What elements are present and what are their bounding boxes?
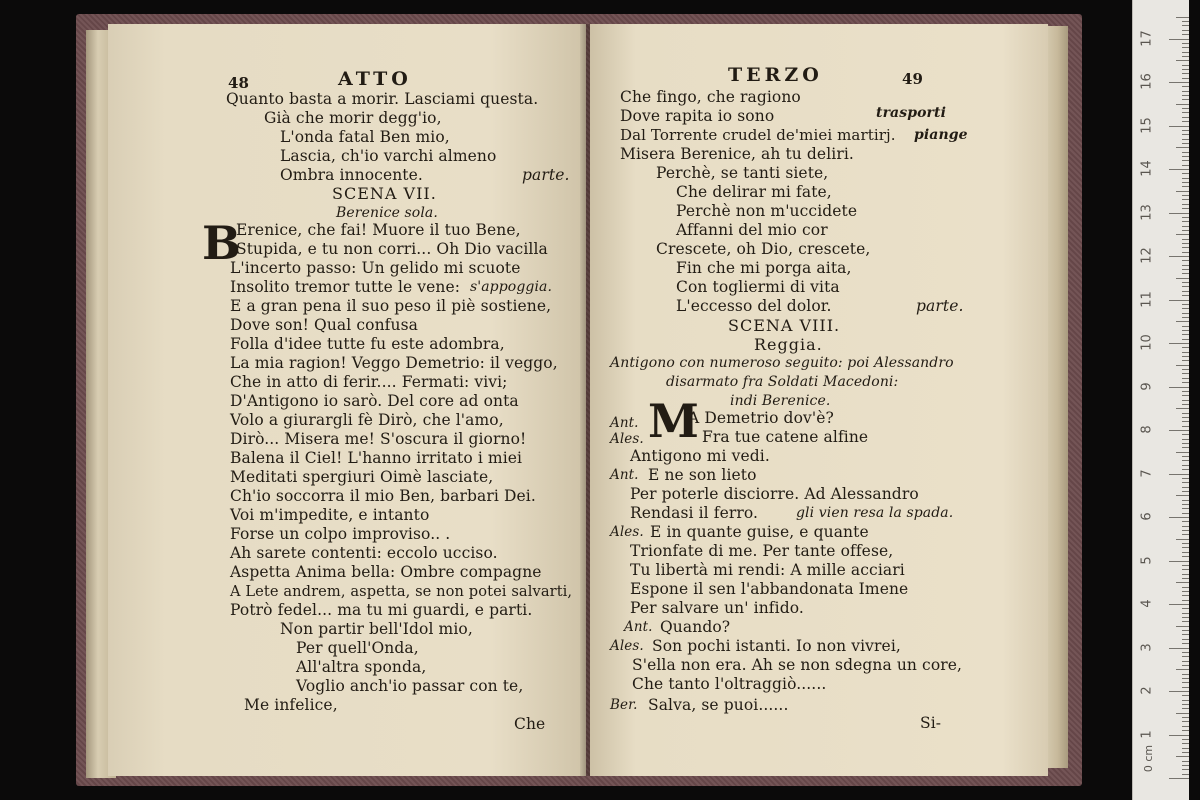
ruler-tick [1182,769,1189,770]
ruler-tick [1169,169,1189,170]
text-line: S'ella non era. Ah se non sdegna un core, [632,656,963,674]
ruler-tick [1182,217,1189,218]
text-line: Per quell'Onda, [296,639,419,657]
ruler-tick [1176,713,1189,714]
ruler-tick [1182,726,1189,727]
ruler-tick [1182,226,1189,227]
ruler-tick [1182,369,1189,370]
ruler-tick [1182,513,1189,514]
ruler-tick [1182,108,1189,109]
ruler-tick [1182,752,1189,753]
catchword: Si- [920,714,942,732]
text-line: Fra tue catene alfine [702,428,869,446]
ruler-label: 7 [1139,468,1155,478]
ruler-tick [1182,661,1189,662]
text-line: Tu libertà mi rendi: A mille acciari [630,561,905,579]
ruler-tick [1182,47,1189,48]
page-number: 49 [902,70,924,88]
ruler-tick [1182,34,1189,35]
ruler-tick [1182,656,1189,657]
text-line: Per salvare un' infido. [630,599,804,617]
text-line: Dirò... Misera me! S'oscura il giorno! [230,430,527,448]
ruler-tick [1182,426,1189,427]
ruler-label: 10 [1139,334,1155,351]
ruler-tick [1182,695,1189,696]
ruler-tick [1182,630,1189,631]
ruler-tick [1182,182,1189,183]
ruler-label: 15 [1139,116,1155,134]
ruler-label: 5 [1139,555,1155,565]
ruler-tick [1182,413,1189,414]
text-line: Dove son! Qual confusa [230,316,418,334]
ruler-tick [1182,52,1189,53]
ruler-tick [1176,365,1189,366]
ruler-tick [1182,717,1189,718]
stage-direction: piange [914,127,968,143]
ruler-tick [1182,165,1189,166]
ruler-tick [1182,665,1189,666]
stage-direction: indi Berenice. [730,393,831,409]
text-line: Che fingo, che ragiono [620,88,801,106]
ruler-tick [1169,256,1189,257]
ruler-tick [1182,286,1189,287]
ruler-tick [1182,73,1189,74]
ruler-tick [1182,65,1189,66]
running-head: ATTO [338,68,412,90]
ruler-tick [1169,474,1189,475]
running-head: TERZO [728,64,823,86]
text-line: All'altra sponda, [296,658,427,676]
text-line: Che in atto di ferir.... Fermati: vivi; [230,373,508,391]
text-line: Che delirar mi fate, [676,183,832,201]
ruler-label: 16 [1139,73,1155,90]
ruler-tick [1176,234,1189,235]
ruler-tick [1169,343,1189,344]
ruler-tick [1182,30,1189,31]
ruler-tick [1176,452,1189,453]
ruler-tick [1182,774,1189,775]
measurement-ruler [1132,0,1189,800]
text-line: Dove rapita io sono [620,107,775,125]
ruler-tick [1169,778,1189,779]
ruler-tick [1182,247,1189,248]
ruler-tick [1182,178,1189,179]
ruler-tick [1182,552,1189,553]
ruler-tick [1182,621,1189,622]
ruler-tick [1182,186,1189,187]
ruler-tick [1182,534,1189,535]
text-line: Fin che mi porga aita, [676,259,852,277]
right-page [590,24,1048,776]
scene-subheading: Reggia. [754,335,823,354]
ruler-tick [1182,743,1189,744]
stage-direction: s'appoggia. [470,279,553,295]
ruler-tick [1182,500,1189,501]
ruler-label: 14 [1139,160,1155,177]
ruler-tick [1182,761,1189,762]
ruler-tick [1182,700,1189,701]
ruler-tick [1182,339,1189,340]
ruler-tick [1182,195,1189,196]
ruler-tick [1182,326,1189,327]
catchword: Che [514,715,546,733]
ruler-tick [1182,556,1189,557]
ruler-tick [1176,278,1189,279]
ruler-tick [1182,282,1189,283]
speaker-label: Ales. [610,524,644,540]
ruler-tick [1182,447,1189,448]
ruler-tick [1182,404,1189,405]
ruler-tick [1182,252,1189,253]
ruler-tick [1176,104,1189,105]
text-line: E a gran pena il suo peso il piè sostiene, [230,297,552,315]
ruler-tick [1182,417,1189,418]
ruler-tick [1182,617,1189,618]
ruler-tick [1182,739,1189,740]
ruler-tick [1182,608,1189,609]
ruler-tick [1182,69,1189,70]
ruler-tick [1182,273,1189,274]
text-line: Insolito tremor tutte le vene: [230,278,461,296]
ruler-label: 1 [1139,729,1155,739]
ruler-tick [1182,139,1189,140]
scene-heading: SCENA VII. [332,184,437,203]
text-line: Voglio anch'io passar con te, [296,677,524,695]
ruler-tick [1182,99,1189,100]
ruler-label: 3 [1139,642,1155,652]
ruler-label: 13 [1139,203,1155,221]
ruler-tick [1169,126,1189,127]
ruler-tick [1176,408,1189,409]
ruler-tick [1182,469,1189,470]
ruler-tick [1169,561,1189,562]
text-line: Meditati spergiuri Oimè lasciate, [230,468,494,486]
text-line: Stupida, e tu non corri... Oh Dio vacilla [236,240,548,258]
text-line: Ch'io soccorra il mio Ben, barbari Dei. [230,487,536,505]
ruler-tick [1182,613,1189,614]
text-line: Balena il Ciel! L'hanno irritato i miei [230,449,523,467]
text-line: La mia ragion! Veggo Demetrio: il veggo, [230,354,558,372]
ruler-label: 17 [1139,29,1155,47]
ruler-tick [1182,356,1189,357]
ruler-tick [1182,21,1189,22]
ruler-tick [1182,674,1189,675]
ruler-tick [1182,265,1189,266]
ruler-tick [1176,147,1189,148]
ruler-tick [1182,56,1189,57]
ruler-tick [1176,756,1189,757]
text-line: Salva, se puoi...... [648,696,789,714]
text-line: Antigono mi vedi. [630,447,770,465]
ruler-tick [1169,430,1189,431]
ruler-tick [1182,160,1189,161]
ruler-tick [1182,521,1189,522]
ruler-tick [1182,639,1189,640]
text-line: Per poterle disciorre. Ad Alessandro [630,485,919,503]
stage-direction: parte. [916,297,964,315]
ruler-label: 9 [1139,381,1155,391]
ruler-tick [1182,456,1189,457]
ruler-tick [1182,443,1189,444]
ruler-tick [1182,304,1189,305]
ruler-tick [1182,134,1189,135]
ruler-tick [1182,543,1189,544]
text-line: Dal Torrente crudel de'miei martirj. [620,126,896,144]
ruler-unit-label: 0 cm [1142,744,1156,773]
ruler-tick [1176,60,1189,61]
ruler-tick [1169,387,1189,388]
ruler-tick [1182,547,1189,548]
ruler-tick [1182,86,1189,87]
text-line: Ah sarete contenti: eccolo ucciso. [230,544,498,562]
ruler-tick [1182,199,1189,200]
ruler-tick [1176,539,1189,540]
scene-subheading: Berenice sola. [336,205,438,221]
ruler-tick [1169,213,1189,214]
ruler-tick [1182,482,1189,483]
ruler-tick [1182,439,1189,440]
ruler-tick [1182,460,1189,461]
text-line: Misera Berenice, ah tu deliri. [620,145,854,163]
stage-direction: disarmato fra Soldati Macedoni: [666,374,899,390]
ruler-label: 2 [1139,686,1155,695]
speaker-label: Ant. [610,467,639,483]
text-line: Già che morir degg'io, [264,109,442,127]
ruler-tick [1169,604,1189,605]
ruler-tick [1182,421,1189,422]
ruler-tick [1182,347,1189,348]
text-line: Lascia, ch'io varchi almeno [280,147,497,165]
ruler-tick [1182,704,1189,705]
scene-heading: SCENA VIII. [728,316,841,335]
text-line: A Demetrio dov'è? [688,409,834,427]
text-line: Folla d'idee tutte fu este adombra, [230,335,505,353]
ruler-tick [1169,300,1189,301]
speaker-label: Ant. [610,415,639,431]
ruler-tick [1182,682,1189,683]
text-line: E in quante guise, e quante [650,523,869,541]
ruler-tick [1182,130,1189,131]
stage-direction: parte. [522,166,570,184]
speaker-label: Ant. [624,619,653,635]
ruler-tick [1182,317,1189,318]
ruler-tick [1182,391,1189,392]
text-line: Potrò fedel... ma tu mi guardi, e parti. [230,601,533,619]
ruler-tick [1182,600,1189,601]
text-line: Son pochi istanti. Io non vivrei, [652,637,901,655]
ruler-tick [1182,295,1189,296]
text-line: Quando? [660,618,731,636]
ruler-tick [1182,78,1189,79]
ruler-tick [1182,565,1189,566]
ruler-tick [1182,395,1189,396]
ruler-tick [1182,530,1189,531]
ruler-tick [1176,669,1189,670]
text-line: Aspetta Anima bella: Ombre compagne [230,563,542,581]
ruler-tick [1182,173,1189,174]
ruler-tick [1182,313,1189,314]
ruler-tick [1182,730,1189,731]
ruler-tick [1182,765,1189,766]
text-line: Espone il sen l'abbandonata Imene [630,580,909,598]
page-number: 48 [228,74,250,92]
ruler-tick [1182,230,1189,231]
ruler-tick [1182,643,1189,644]
ruler-tick [1182,434,1189,435]
stage-direction: gli vien resa la spada. [796,505,954,521]
ruler-tick [1169,735,1189,736]
ruler-label: 8 [1139,425,1155,434]
ruler-tick [1182,117,1189,118]
ruler-tick [1182,112,1189,113]
ruler-tick [1182,487,1189,488]
speaker-label: Ales. [610,431,644,447]
text-line: Che tanto l'oltraggiò...... [632,675,827,693]
text-line: L'onda fatal Ben mio, [280,128,450,146]
ruler-tick [1182,504,1189,505]
ruler-tick [1182,204,1189,205]
ruler-tick [1182,526,1189,527]
text-line: Me infelice, [244,696,338,714]
ruler-tick [1182,239,1189,240]
ruler-tick [1182,352,1189,353]
drop-cap: M [648,394,699,448]
text-line: Con togliermi di vita [676,278,840,296]
ruler-tick [1182,652,1189,653]
text-line: Ombra innocente. [280,166,423,184]
ruler-tick [1182,382,1189,383]
ruler-tick [1169,648,1189,649]
text-line: Erenice, che fai! Muore il tuo Bene, [236,221,521,239]
ruler-tick [1176,626,1189,627]
ruler-tick [1169,517,1189,518]
ruler-tick [1182,591,1189,592]
ruler-tick [1182,748,1189,749]
ruler-label: 4 [1139,599,1155,608]
ruler-tick [1182,708,1189,709]
ruler-tick [1176,17,1189,18]
ruler-tick [1182,595,1189,596]
ruler-tick [1182,121,1189,122]
ruler-tick [1182,478,1189,479]
speaker-label: Ales. [610,638,644,654]
ruler-tick [1182,243,1189,244]
ruler-tick [1182,378,1189,379]
text-line: Perchè, se tanti siete, [656,164,829,182]
ruler-tick [1182,465,1189,466]
ruler-tick [1182,308,1189,309]
text-line: Non partir bell'Idol mio, [280,620,473,638]
ruler-tick [1176,191,1189,192]
ruler-label: 6 [1139,512,1155,521]
text-line: Volo a giurargli fè Dirò, che l'amo, [230,411,504,429]
ruler-tick [1182,491,1189,492]
ruler-tick [1182,330,1189,331]
ruler-tick [1176,495,1189,496]
stage-direction: Antigono con numeroso seguito: poi Alessandro [610,355,954,371]
text-line: L'incerto passo: Un gelido mi scuote [230,259,521,277]
ruler-tick [1182,25,1189,26]
ruler-tick [1182,334,1189,335]
ruler-tick [1182,91,1189,92]
ruler-tick [1182,574,1189,575]
stage-direction: trasporti [876,105,946,121]
ruler-tick [1182,143,1189,144]
ruler-tick [1182,587,1189,588]
text-line: Perchè non m'uccidete [676,202,858,220]
ruler-tick [1182,260,1189,261]
ruler-tick [1182,578,1189,579]
ruler-tick [1182,721,1189,722]
text-line: Affanni del mio cor [676,221,828,239]
text-line: Voi m'impedite, e intanto [230,506,430,524]
ruler-label: 11 [1139,290,1155,308]
ruler-tick [1176,321,1189,322]
ruler-tick [1182,373,1189,374]
text-line: E ne son lieto [648,466,757,484]
ruler-tick [1182,269,1189,270]
speaker-label: Ber. [610,697,638,713]
ruler-label: 12 [1139,247,1155,264]
ruler-tick [1169,39,1189,40]
ruler-tick [1182,221,1189,222]
ruler-tick [1182,156,1189,157]
text-line: Quanto basta a morir. Lasciami questa. [226,90,539,108]
ruler-tick [1182,569,1189,570]
ruler-tick [1182,678,1189,679]
ruler-tick [1182,43,1189,44]
text-line: Crescete, oh Dio, crescete, [656,240,871,258]
text-line: Rendasi il ferro. [630,504,759,522]
ruler-tick [1182,360,1189,361]
text-line: Forse un colpo improviso.. . [230,525,451,543]
ruler-tick [1182,400,1189,401]
ruler-tick [1169,82,1189,83]
text-line: D'Antigono io sarò. Del core ad onta [230,392,519,410]
text-line: L'eccesso del dolor. [676,297,832,315]
ruler-tick [1182,152,1189,153]
ruler-tick [1182,95,1189,96]
text-line: Trionfate di me. Per tante offese, [630,542,894,560]
ruler-tick [1182,687,1189,688]
text-line: A Lete andrem, aspetta, se non potei salvarti, [230,583,573,600]
ruler-tick [1182,208,1189,209]
drop-cap: B [202,216,241,270]
left-page [108,24,586,776]
ruler-tick [1182,634,1189,635]
ruler-tick [1182,291,1189,292]
ruler-tick [1176,582,1189,583]
ruler-tick [1182,508,1189,509]
ruler-tick [1169,691,1189,692]
